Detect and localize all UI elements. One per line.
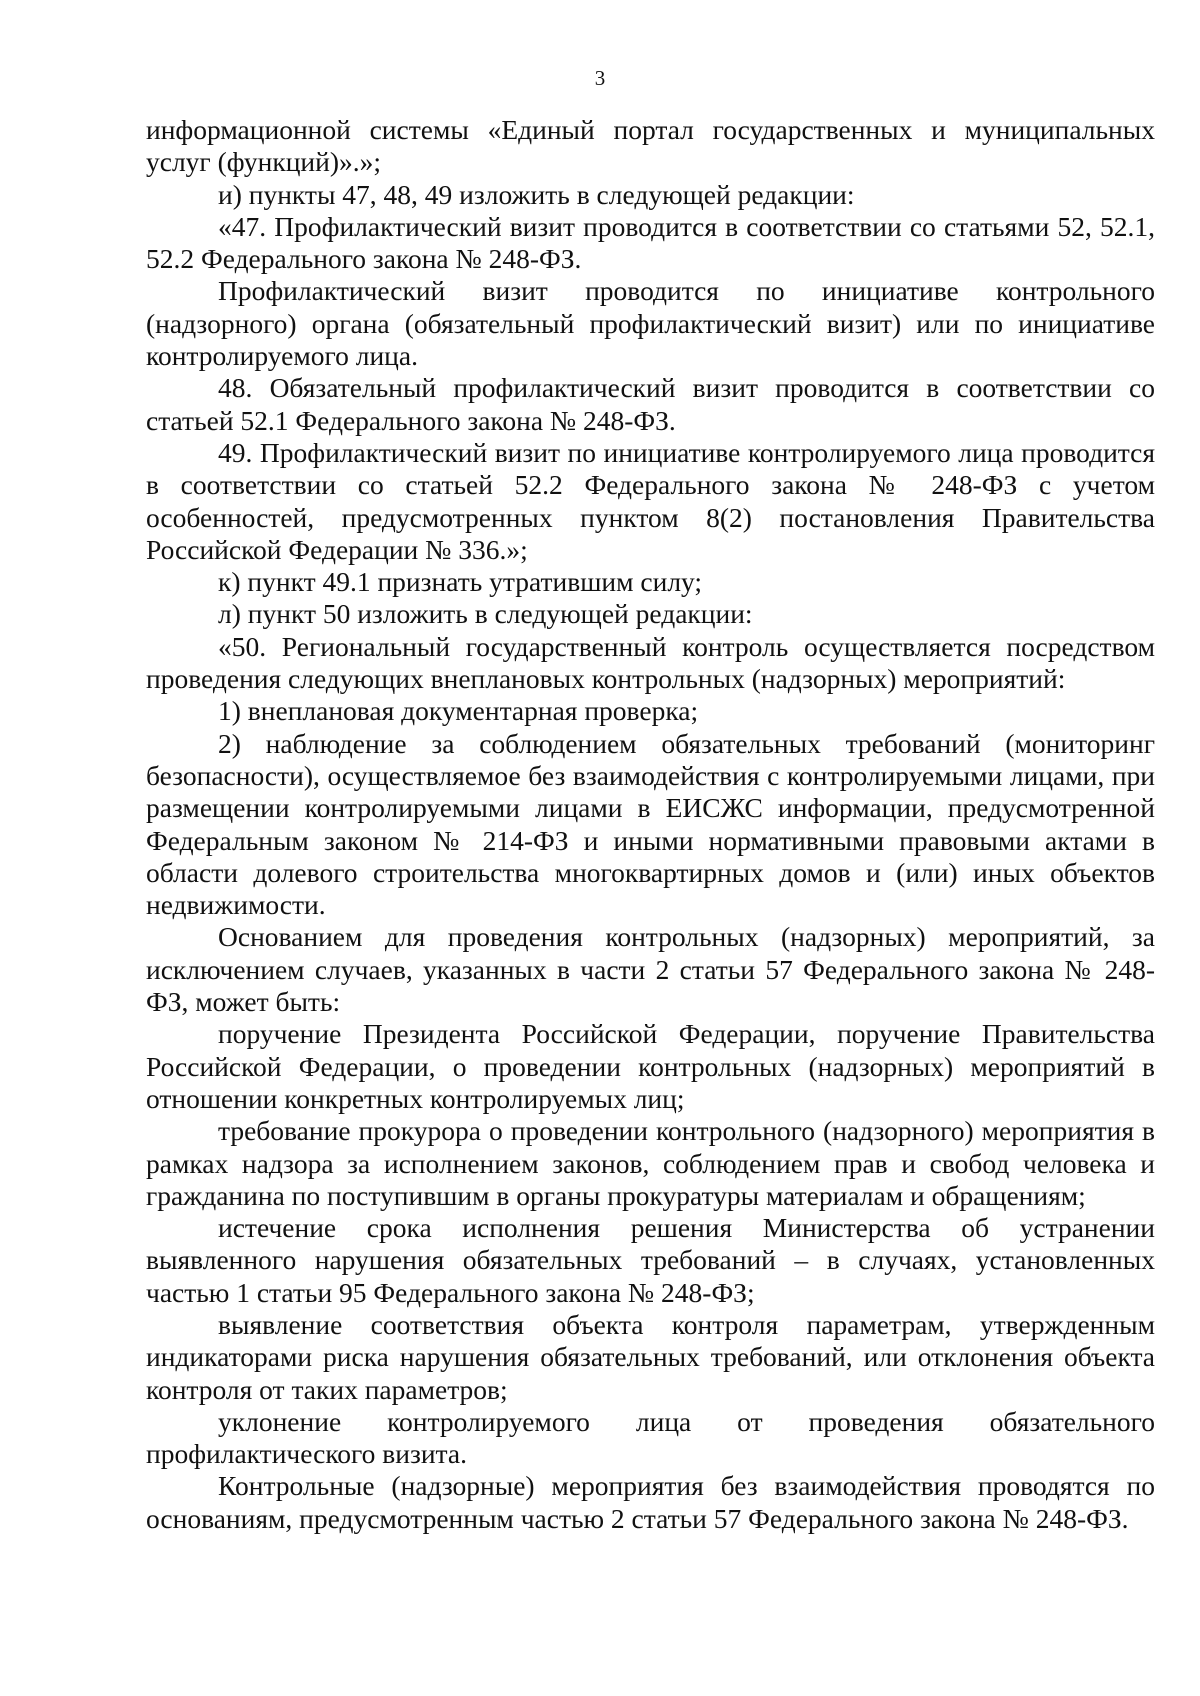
paragraph-50-item-2: 2) наблюдение за соблюдением обязательных требований (мониторинг безопасности), осуществляемое без взаимодействия с контролируемыми лицами, при размещении контролируемыми лицами в ЕИСЖС информации, предусмотренной Федеральным законом № 214-ФЗ и иными нормативными правовыми актами в области долевого строительства многоквартирных домов и (или) иных объектов недвижимости. [146,727,1155,921]
paragraph-grounds-intro: Основанием для проведения контрольных (надзорных) мероприятий, за исключением случаев, указанных в части 2 статьи 57 Федерального закона № 248-ФЗ, может быть: [146,921,1155,1018]
paragraph-continuation: информационной системы «Единый портал государственных и муниципальных услуг (функций)».»; [146,114,1155,178]
paragraph-ground-deadline: истечение срока исполнения решения Министерства об устранении выявленного нарушения обязательных требований – в случаях, установленных частью 1 статьи 95 Федерального закона № 248-ФЗ; [146,1212,1155,1308]
paragraph-item-i: и) пункты 47, 48, 49 изложить в следующей редакции: [218,178,855,210]
paragraph-item-k: к) пункт 49.1 признать утратившим силу; [218,566,703,598]
paragraph-47: «47. Профилактический визит проводится в соответствии со статьями 52, 52.1, 52.2 Федерального закона № 248-ФЗ. [146,210,1155,275]
paragraph-48: 48. Обязательный профилактический визит проводится в соответствии со статьей 52.1 Федерального закона № 248-ФЗ. [146,372,1155,436]
page-number: 3 [594,66,606,90]
paragraph-47-initiative: Профилактический визит проводится по инициативе контрольного (надзорного) органа (обязательный профилактический визит) или по инициативе контролируемого лица. [146,275,1155,372]
paragraph-50: «50. Региональный государственный контроль осуществляется посредством проведения следующих внеплановых контрольных (надзорных) мероприятий: [146,630,1155,695]
paragraph-ground-risk-indicators: выявление соответствия объекта контроля параметрам, утвержденным индикаторами риска нарушения обязательных требований, или отклонения объекта контроля от таких параметров; [146,1308,1155,1405]
paragraph-ground-president: поручение Президента Российской Федерации, поручение Правительства Российской Федерации, о проведении контрольных (надзорных) мероприятий в отношении конкретных контролируемых лиц; [146,1018,1155,1114]
paragraph-ground-evasion: уклонение контролируемого лица от проведения обязательного профилактического визита. [146,1405,1155,1470]
paragraph-item-l: л) пункт 50 изложить в следующей редакции: [218,598,753,630]
paragraph-50-item-1: 1) внеплановая документарная проверка; [218,695,699,727]
paragraph-49: 49. Профилактический визит по инициативе контролируемого лица проводится в соответствии со статьей 52.2 Федерального закона № 248-ФЗ с учетом особенностей, предусмотренных пунктом 8(2) постановления Правительства Российской Федерации № 336.»; [146,436,1155,565]
paragraph-no-interaction: Контрольные (надзорные) мероприятия без взаимодействия проводятся по основаниям, предусмотренным частью 2 статьи 57 Федерального закона № 248-ФЗ. [146,1470,1155,1534]
paragraph-ground-prosecutor: требование прокурора о проведении контрольного (надзорного) мероприятия в рамках надзора за исполнением законов, соблюдением прав и свобод человека и гражданина по поступившим в органы прокуратуры материалам и обращениям; [146,1115,1155,1211]
document-body [146,114,1155,1535]
